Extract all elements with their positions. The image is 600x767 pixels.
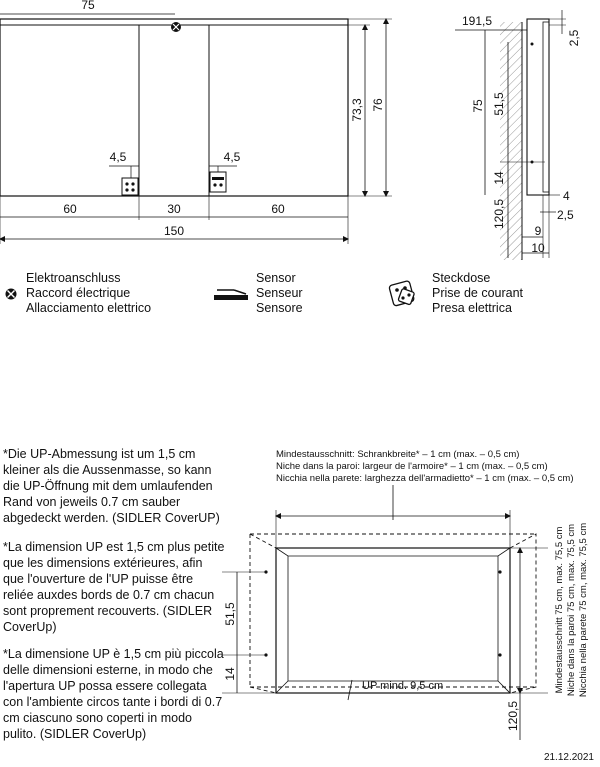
dim-9: 9	[534, 224, 542, 238]
dim-bottom: 120,5	[492, 198, 506, 230]
dim-total-width: 150	[163, 224, 185, 238]
legend-power-icon	[6, 289, 17, 300]
legend-power	[26, 271, 151, 316]
dim-socket-offset-right: 4,5	[223, 150, 241, 164]
legend-power-fr: Raccord électrique	[26, 286, 131, 300]
niche-width-fr: Niche dans la paroi: largeur de l'armoire* – 1 cm (max. – 0,5 cm)	[276, 461, 548, 472]
cabinet-profile	[527, 19, 549, 195]
dim-4: 4	[563, 189, 570, 203]
niche-opening	[276, 548, 510, 693]
dim-upper: 51,5	[492, 92, 506, 116]
niche-depth-label: UP mind. 9,5 cm	[362, 680, 444, 692]
niche-width-de: Mindestausschnitt: Schrankbreite* – 1 cm (max. – 0,5 cm)	[276, 449, 520, 460]
niche-dim-bottom: 120,5	[506, 700, 520, 732]
niche-dim-upper: 51,5	[223, 602, 237, 626]
legend-socket-de: Steckdose	[432, 271, 491, 285]
socket-symbol-left	[122, 178, 138, 195]
cabinet-outline	[0, 19, 348, 196]
socket-symbol-right	[210, 172, 226, 192]
niche-width-it: Nicchia nella parete: larghezza dell'armadietto* – 1 cm (max. – 0,5 cm)	[276, 473, 574, 484]
niche-height-it: Nicchia nella parete 75 cm, max. 75,5 cm	[578, 522, 589, 698]
dim-lower: 14	[492, 171, 506, 185]
niche-view	[222, 449, 589, 740]
legend-sensor-it: Sensore	[256, 301, 303, 315]
dim-left-section: 60	[63, 202, 77, 216]
niche-height-fr: Niche dans la paroi 75 cm, max. 75,5 cm	[566, 523, 577, 697]
dim-2-5: 2,5	[557, 208, 574, 222]
legend-sensor	[256, 271, 303, 316]
legend-socket-fr: Prise de courant	[432, 286, 524, 300]
legend-socket-it: Presa elettrica	[432, 301, 512, 315]
note-fr: *La dimension UP est 1,5 cm plus petite que les dimensions extérieures, afin que l'ouverture de l'UP puisse être reliée auxdes bords de 0.7 cm chacun sont proprement recouverts. (SIDLER CoverUp)	[3, 540, 225, 634]
dim-10: 10	[531, 241, 545, 255]
note-it: *La dimensione UP è 1,5 cm più piccola delle dimensioni esterne, in modo che l'apertura UP possa essere collegata con l'ambiente circos tante i bordi di 0.7 cm ciascuno sono coperti in modo pulito. (SIDLER CoverUp)	[3, 647, 224, 741]
dim-height: 75	[471, 99, 485, 113]
dim-socket-offset-left: 4,5	[109, 150, 127, 164]
niche-height-de: Mindestausschnitt 75 cm, max. 75,5 cm	[554, 526, 565, 694]
legend-socket-icon	[389, 280, 415, 306]
legend-power-de: Elektroanschluss	[26, 271, 121, 285]
legend-sensor-de: Sensor	[256, 271, 296, 285]
legend-power-it: Allacciamento elettrico	[26, 301, 152, 315]
drawing-date: 21.12.2021	[543, 752, 594, 763]
side-view	[455, 10, 581, 260]
dim-top-width: 75	[81, 0, 95, 12]
dim-depth: 191,5	[462, 14, 493, 28]
legend-socket	[432, 271, 523, 316]
dim-right-section: 60	[271, 202, 285, 216]
power-symbol	[171, 22, 181, 32]
dim-mid-section: 30	[167, 202, 181, 216]
dim-top-gap: 2,5	[567, 29, 581, 47]
legend-sensor-fr: Senseur	[256, 286, 303, 300]
front-view	[0, 0, 392, 244]
niche-dim-lower: 14	[223, 667, 237, 681]
note-de: *Die UP-Abmessung ist um 1,5 cm kleiner als die Aussenmasse, so kann die UP-Öffnung mit dem umlaufenden Rand von jeweils 0.7 cm sauber abgedeckt werden. (SIDLER CoverUP)	[3, 447, 220, 525]
dim-inner-height: 73,3	[350, 98, 364, 122]
dim-total-height: 76	[371, 98, 385, 112]
legend-sensor-icon	[214, 290, 248, 300]
